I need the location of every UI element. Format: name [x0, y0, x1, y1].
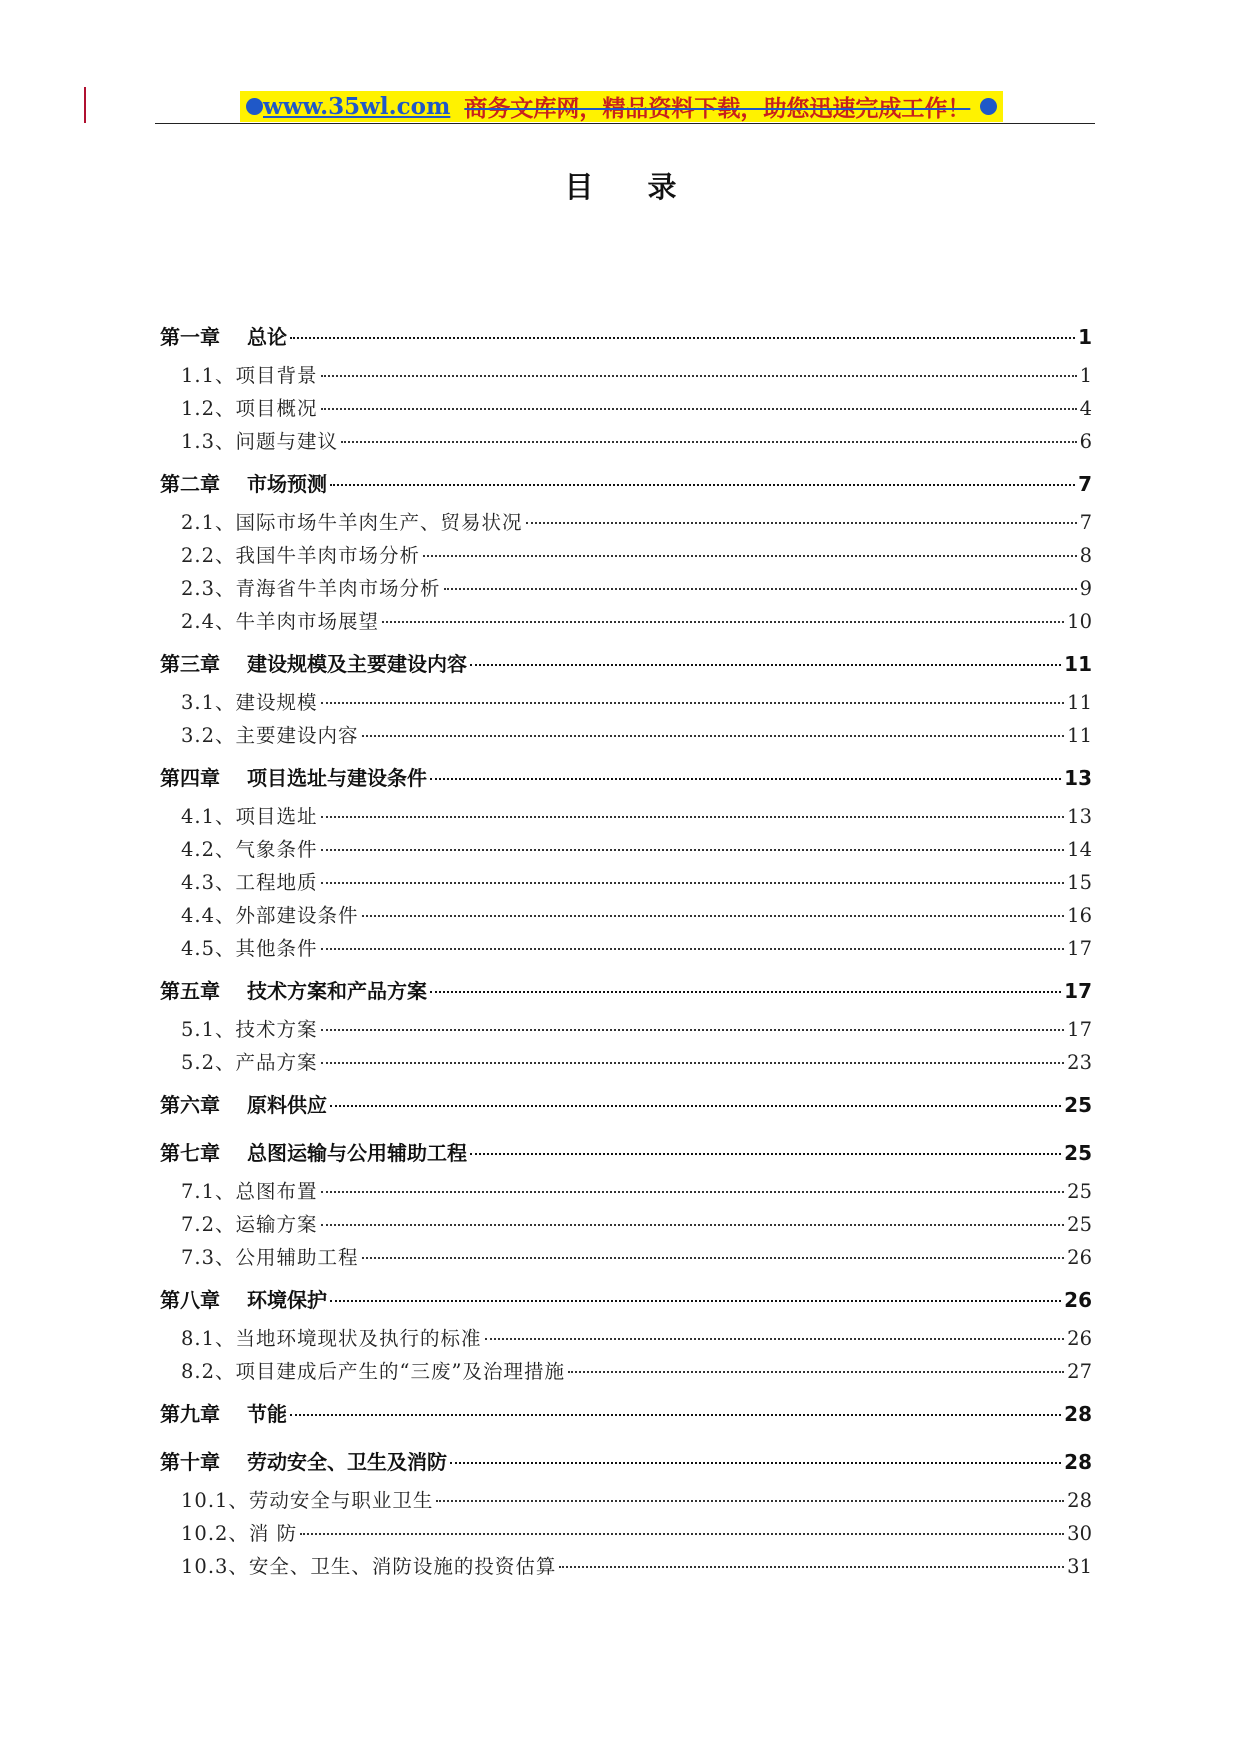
chapter-number: 第六章	[160, 1093, 220, 1117]
section-title: 10.1、劳动安全与职业卫生	[181, 1489, 434, 1512]
toc-section-entry[interactable]	[160, 833, 1092, 866]
section-page-number: 11	[1067, 724, 1092, 747]
page-title: 目 录	[564, 170, 699, 204]
chapter-title: 环境保护	[247, 1288, 327, 1312]
header-divider	[155, 123, 1095, 124]
toc-section-entry[interactable]	[160, 1208, 1092, 1241]
toc-chapter-entry[interactable]	[160, 1278, 1092, 1322]
section-title: 4.3、工程地质	[181, 871, 318, 894]
dot-leader	[470, 1153, 1061, 1155]
toc-section-entry[interactable]	[160, 392, 1092, 425]
bullet-dot-icon	[980, 98, 997, 115]
chapter-page-number: 28	[1064, 1402, 1092, 1426]
toc-section-entry[interactable]	[160, 572, 1092, 605]
toc-section-entry[interactable]	[160, 1322, 1092, 1355]
dot-leader	[423, 555, 1077, 557]
chapter-page-number: 25	[1064, 1141, 1092, 1165]
toc-section-entry[interactable]	[160, 1013, 1092, 1046]
dot-leader	[330, 484, 1075, 486]
dot-leader	[321, 702, 1065, 704]
toc-section-entry[interactable]	[160, 932, 1092, 965]
toc-section-entry[interactable]	[160, 1241, 1092, 1274]
toc-section-entry[interactable]	[160, 1550, 1092, 1583]
chapter-page-number: 7	[1078, 472, 1092, 496]
section-title: 7.2、运输方案	[181, 1213, 318, 1236]
toc-chapter-entry[interactable]	[160, 1083, 1092, 1127]
chapter-title: 建设规模及主要建设内容	[247, 652, 467, 676]
dot-leader	[321, 1191, 1065, 1193]
toc-chapter-entry[interactable]	[160, 1440, 1092, 1484]
chapter-number: 第五章	[160, 979, 220, 1003]
chapter-heading	[160, 642, 467, 686]
bullet-dot-icon	[246, 98, 263, 115]
chapter-heading	[160, 756, 427, 800]
chapter-number: 第八章	[160, 1288, 220, 1312]
chapter-heading	[160, 969, 427, 1013]
dot-leader	[330, 1105, 1061, 1107]
chapter-page-number: 28	[1064, 1450, 1092, 1474]
dot-leader	[300, 1533, 1064, 1535]
section-title: 8.1、当地环境现状及执行的标准	[181, 1327, 482, 1350]
dot-leader	[362, 1257, 1065, 1259]
chapter-page-number: 1	[1078, 325, 1092, 349]
section-title: 3.2、主要建设内容	[181, 724, 359, 747]
section-title: 4.1、项目选址	[181, 805, 318, 828]
toc-section-entry[interactable]	[160, 425, 1092, 458]
section-page-number: 13	[1067, 805, 1092, 828]
chapter-page-number: 26	[1064, 1288, 1092, 1312]
dot-leader	[321, 375, 1077, 377]
chapter-number: 第三章	[160, 652, 220, 676]
section-page-number: 26	[1067, 1327, 1092, 1350]
dot-leader	[436, 1500, 1064, 1502]
section-page-number: 17	[1067, 1018, 1092, 1041]
section-page-number: 25	[1067, 1213, 1092, 1236]
toc-section-entry[interactable]	[160, 686, 1092, 719]
table-of-contents	[160, 315, 1092, 1583]
chapter-title: 总图运输与公用辅助工程	[247, 1141, 467, 1165]
section-page-number: 6	[1079, 430, 1092, 453]
section-title: 2.2、我国牛羊肉市场分析	[181, 544, 421, 567]
section-page-number: 8	[1079, 544, 1092, 567]
toc-chapter-entry[interactable]	[160, 1392, 1092, 1436]
toc-chapter-entry[interactable]	[160, 315, 1092, 359]
dot-leader	[362, 915, 1065, 917]
dot-leader	[430, 991, 1061, 993]
section-page-number: 31	[1067, 1555, 1092, 1578]
section-page-number: 23	[1067, 1051, 1092, 1074]
chapter-title: 市场预测	[247, 472, 327, 496]
toc-chapter-entry[interactable]	[160, 756, 1092, 800]
toc-section-entry[interactable]	[160, 506, 1092, 539]
chapter-title: 劳动安全、卫生及消防	[247, 1450, 447, 1474]
dot-leader	[330, 1300, 1061, 1302]
section-title: 1.3、问题与建议	[181, 430, 339, 453]
toc-section-entry[interactable]	[160, 605, 1092, 638]
dot-leader	[362, 735, 1065, 737]
dot-leader	[341, 441, 1077, 443]
section-page-number: 7	[1079, 511, 1092, 534]
site-link[interactable]: www.35wl.com	[263, 93, 451, 120]
section-title: 4.4、外部建设条件	[181, 904, 359, 927]
section-title: 4.5、其他条件	[181, 937, 318, 960]
section-title: 7.1、总图布置	[181, 1180, 318, 1203]
chapter-heading	[160, 315, 287, 359]
section-page-number: 27	[1067, 1360, 1092, 1383]
chapter-heading	[160, 462, 327, 506]
toc-chapter-entry[interactable]	[160, 969, 1092, 1013]
chapter-page-number: 25	[1064, 1093, 1092, 1117]
toc-section-entry[interactable]	[160, 1517, 1092, 1550]
chapter-heading	[160, 1131, 467, 1175]
section-title: 2.4、牛羊肉市场展望	[181, 610, 380, 633]
toc-section-entry[interactable]	[160, 1175, 1092, 1208]
chapter-heading	[160, 1278, 327, 1322]
dot-leader	[450, 1462, 1061, 1464]
chapter-number: 第一章	[160, 325, 220, 349]
chapter-heading	[160, 1083, 327, 1127]
dot-leader	[321, 1062, 1065, 1064]
toc-chapter-entry[interactable]	[160, 462, 1092, 506]
section-page-number: 9	[1079, 577, 1092, 600]
dot-leader	[382, 621, 1064, 623]
section-title: 1.1、项目背景	[181, 364, 318, 387]
toc-section-entry[interactable]	[160, 539, 1092, 572]
section-page-number: 10	[1067, 610, 1092, 633]
section-title: 2.1、国际市场牛羊肉生产、贸易状况	[181, 511, 523, 534]
dot-leader	[470, 664, 1061, 666]
chapter-title: 节能	[247, 1402, 287, 1426]
section-page-number: 17	[1067, 937, 1092, 960]
dot-leader	[559, 1566, 1064, 1568]
section-page-number: 16	[1067, 904, 1092, 927]
section-title: 5.1、技术方案	[181, 1018, 318, 1041]
section-page-number: 14	[1067, 838, 1092, 861]
dot-leader	[444, 588, 1077, 590]
dot-leader	[321, 882, 1065, 884]
toc-section-entry[interactable]	[160, 800, 1092, 833]
section-title: 4.2、气象条件	[181, 838, 318, 861]
section-page-number: 1	[1079, 364, 1092, 387]
section-page-number: 30	[1067, 1522, 1092, 1545]
toc-section-entry[interactable]	[160, 866, 1092, 899]
toc-section-entry[interactable]	[160, 1355, 1092, 1388]
chapter-number: 第四章	[160, 766, 220, 790]
margin-change-bar	[84, 87, 86, 123]
chapter-page-number: 17	[1064, 979, 1092, 1003]
dot-leader	[290, 1414, 1061, 1416]
section-page-number: 15	[1067, 871, 1092, 894]
chapter-title: 项目选址与建设条件	[247, 766, 427, 790]
chapter-page-number: 13	[1064, 766, 1092, 790]
toc-chapter-entry[interactable]	[160, 1131, 1092, 1175]
section-title: 7.3、公用辅助工程	[181, 1246, 359, 1269]
section-title: 8.2、项目建成后产生的“三废”及治理措施	[181, 1360, 565, 1383]
dot-leader	[321, 816, 1065, 818]
dot-leader	[321, 849, 1065, 851]
section-title: 5.2、产品方案	[181, 1051, 318, 1074]
dot-leader	[290, 337, 1075, 339]
dot-leader	[321, 948, 1065, 950]
dot-leader	[321, 408, 1077, 410]
chapter-title: 原料供应	[247, 1093, 327, 1117]
chapter-heading	[160, 1392, 287, 1436]
dot-leader	[321, 1224, 1065, 1226]
toc-section-entry[interactable]	[160, 1046, 1092, 1079]
toc-section-entry[interactable]	[160, 359, 1092, 392]
chapter-number: 第七章	[160, 1141, 220, 1165]
dot-leader	[568, 1371, 1064, 1373]
section-title: 2.3、青海省牛羊肉市场分析	[181, 577, 441, 600]
chapter-title: 技术方案和产品方案	[247, 979, 427, 1003]
section-page-number: 26	[1067, 1246, 1092, 1269]
toc-section-entry[interactable]	[160, 1484, 1092, 1517]
header-banner	[240, 91, 1003, 122]
chapter-number: 第十章	[160, 1450, 220, 1474]
chapter-page-number: 11	[1064, 652, 1092, 676]
chapter-heading	[160, 1440, 447, 1484]
dot-leader	[526, 522, 1077, 524]
section-title: 10.2、消 防	[181, 1522, 298, 1545]
dot-leader	[430, 778, 1061, 780]
chapter-number: 第二章	[160, 472, 220, 496]
section-page-number: 25	[1067, 1180, 1092, 1203]
section-page-number: 11	[1067, 691, 1092, 714]
section-title: 1.2、项目概况	[181, 397, 318, 420]
toc-chapter-entry[interactable]	[160, 642, 1092, 686]
banner-text: 商务文库网，精品资料下载，助您迅速完成工作！	[464, 95, 971, 122]
section-page-number: 4	[1079, 397, 1092, 420]
toc-section-entry[interactable]	[160, 899, 1092, 932]
section-page-number: 28	[1067, 1489, 1092, 1512]
section-title: 10.3、安全、卫生、消防设施的投资估算	[181, 1555, 557, 1578]
chapter-number: 第九章	[160, 1402, 220, 1426]
section-title: 3.1、建设规模	[181, 691, 318, 714]
chapter-title: 总论	[247, 325, 287, 349]
dot-leader	[485, 1338, 1065, 1340]
toc-section-entry[interactable]	[160, 719, 1092, 752]
dot-leader	[321, 1029, 1065, 1031]
